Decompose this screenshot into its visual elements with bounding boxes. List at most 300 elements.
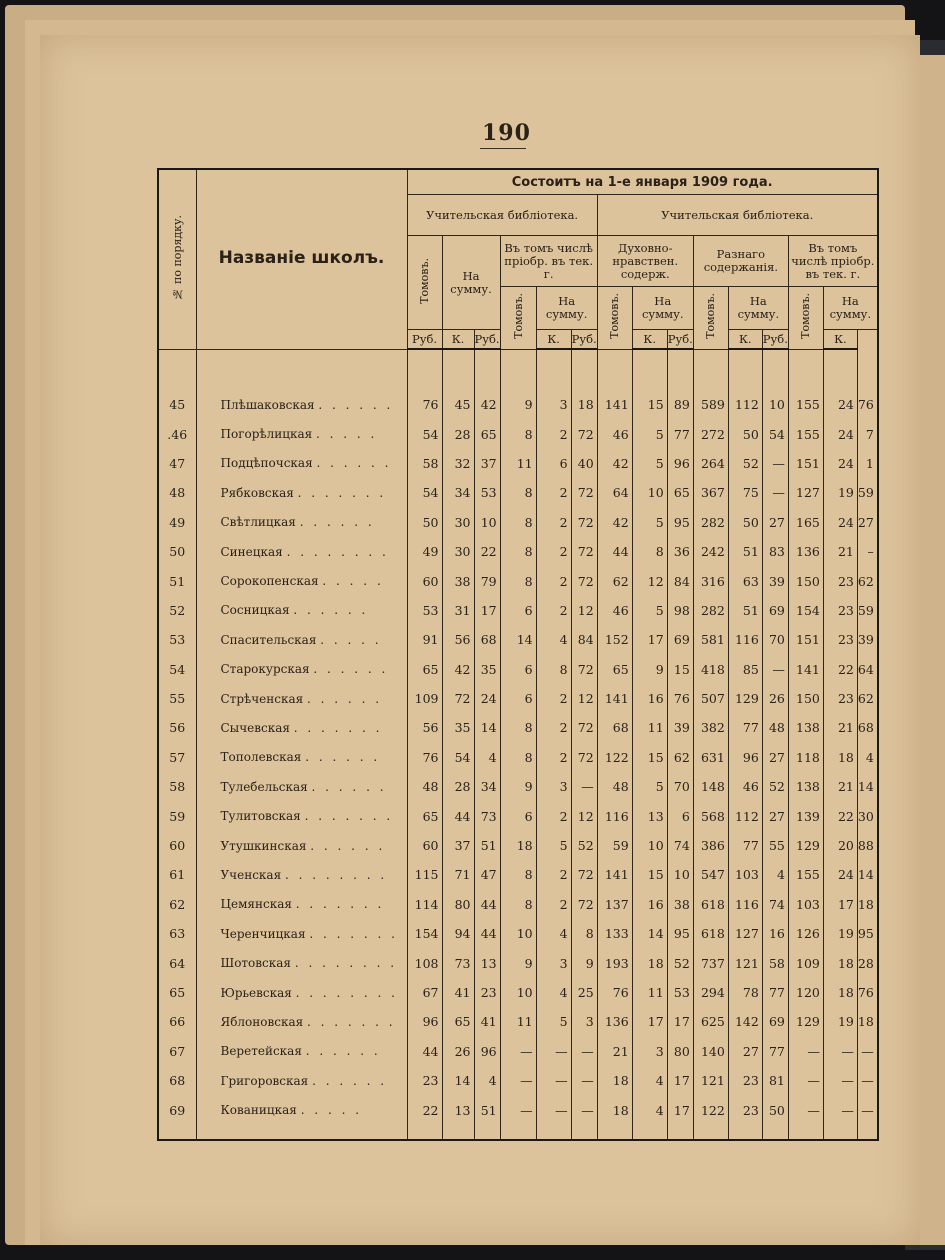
b-razn-summu-header — [728, 287, 788, 330]
value-cell: 95 — [857, 919, 877, 948]
b-razn-tomov-label: Томовъ. — [704, 293, 718, 340]
col-number-label: № по порядку. — [170, 215, 184, 301]
value-cell: 12 — [571, 801, 597, 830]
value-cell: 30 — [442, 537, 474, 566]
value-cell: 116 — [597, 801, 632, 830]
value-cell: 59 — [597, 831, 632, 860]
school-name-text: Спасительская — [220, 632, 317, 647]
value-cell: 24 — [823, 449, 857, 478]
value-cell: 15 — [632, 390, 667, 419]
leader-dots: . . . . . . . . — [294, 956, 398, 971]
value-cell: 154 — [407, 919, 442, 948]
table-row — [158, 537, 878, 566]
value-cell: 72 — [571, 478, 597, 507]
value-cell: 17 — [667, 1066, 693, 1095]
value-cell: — — [762, 478, 788, 507]
value-cell: 2 — [536, 713, 571, 742]
value-cell: 3 — [536, 948, 571, 977]
value-cell: 8 — [500, 860, 536, 889]
value-cell: 39 — [667, 713, 693, 742]
value-cell: 11 — [632, 713, 667, 742]
value-cell: 51 — [474, 1095, 500, 1124]
table-row — [158, 625, 878, 654]
value-cell: 122 — [597, 743, 632, 772]
value-cell: 17 — [632, 1007, 667, 1036]
value-cell: 80 — [667, 1037, 693, 1066]
value-cell: – — [857, 537, 877, 566]
value-cell: — — [857, 1066, 877, 1095]
row-number: 56 — [158, 713, 196, 742]
row-number: 68 — [158, 1066, 196, 1095]
value-cell: 103 — [788, 890, 823, 919]
value-cell: 31 — [442, 596, 474, 625]
value-cell: 96 — [407, 1007, 442, 1036]
b-dukh-tomov-header — [597, 287, 632, 350]
b-dukh-tomov-label: Томовъ. — [608, 293, 622, 340]
school-name — [196, 566, 407, 595]
value-cell: — — [788, 1095, 823, 1124]
leader-dots: . . . . . . . — [309, 926, 398, 941]
value-cell: 115 — [407, 860, 442, 889]
a-tomov-header — [407, 236, 442, 330]
school-name — [196, 772, 407, 801]
value-cell: — — [823, 1066, 857, 1095]
b-razn-header — [693, 236, 788, 287]
value-cell: 37 — [442, 831, 474, 860]
school-name — [196, 831, 407, 860]
value-cell: 4 — [632, 1066, 667, 1095]
value-cell: — — [500, 1037, 536, 1066]
value-cell: 72 — [571, 508, 597, 537]
value-cell: 10 — [474, 508, 500, 537]
value-cell: 64 — [857, 655, 877, 684]
value-cell: 151 — [788, 449, 823, 478]
value-cell: 6 — [536, 449, 571, 478]
b-vtom-tomov-label: Томовъ. — [799, 293, 813, 340]
value-cell: 91 — [407, 625, 442, 654]
row-number: 66 — [158, 1007, 196, 1036]
value-cell: 21 — [597, 1037, 632, 1066]
leader-dots: . . . . . . — [316, 456, 392, 471]
value-cell: 67 — [407, 978, 442, 1007]
value-cell: 55 — [762, 831, 788, 860]
leader-dots: . . . . . . . — [297, 485, 387, 500]
a-vtom-rub-header: Руб. — [474, 330, 500, 350]
school-name-text: Рябковская — [220, 485, 294, 500]
school-name — [196, 743, 407, 772]
value-cell: 8 — [500, 478, 536, 507]
school-name-text: Цемянская — [220, 897, 292, 912]
value-cell: 60 — [407, 566, 442, 595]
value-cell: 58 — [762, 948, 788, 977]
value-cell: 94 — [442, 919, 474, 948]
value-cell: 14 — [442, 1066, 474, 1095]
b-dukh-rub-header: Руб. — [571, 330, 597, 350]
table-row — [158, 566, 878, 595]
table-row — [158, 419, 878, 448]
table-row — [158, 801, 878, 830]
table-row — [158, 390, 878, 419]
value-cell: 108 — [407, 948, 442, 977]
value-cell: 2 — [536, 860, 571, 889]
value-cell: 54 — [442, 743, 474, 772]
value-cell: — — [762, 655, 788, 684]
leader-dots: . . . . . . — [318, 397, 394, 412]
value-cell: 23 — [823, 625, 857, 654]
value-cell: 14 — [500, 625, 536, 654]
a-vtom-tomov-label: Томовъ. — [511, 293, 525, 340]
value-cell: 103 — [728, 860, 762, 889]
value-cell: 20 — [823, 831, 857, 860]
a-rub-header: Руб. — [407, 330, 442, 350]
value-cell: 9 — [500, 948, 536, 977]
value-cell: 69 — [667, 625, 693, 654]
school-name-text: Сычевская — [220, 720, 290, 735]
table-row — [158, 713, 878, 742]
value-cell: 56 — [407, 713, 442, 742]
value-cell: — — [571, 772, 597, 801]
value-cell: 65 — [442, 1007, 474, 1036]
value-cell: 19 — [823, 478, 857, 507]
school-name — [196, 684, 407, 713]
value-cell: 631 — [693, 743, 728, 772]
value-cell: 72 — [571, 419, 597, 448]
value-cell: 54 — [407, 478, 442, 507]
value-cell: 116 — [728, 890, 762, 919]
value-cell: 14 — [857, 772, 877, 801]
value-cell: 2 — [536, 890, 571, 919]
value-cell: 18 — [823, 978, 857, 1007]
value-cell: 52 — [571, 831, 597, 860]
value-cell: 73 — [474, 801, 500, 830]
value-cell: 581 — [693, 625, 728, 654]
value-cell: 127 — [788, 478, 823, 507]
value-cell: 4 — [536, 978, 571, 1007]
leader-dots: . . . . . . — [305, 1044, 381, 1059]
value-cell: 88 — [857, 831, 877, 860]
b-vtom-label: Въ томъ числѣ пріобр. въ тек. г. — [791, 240, 875, 281]
school-name-text: Тулебельская — [220, 779, 308, 794]
value-cell: 9 — [632, 655, 667, 684]
school-name — [196, 449, 407, 478]
value-cell: 141 — [597, 390, 632, 419]
value-cell: 53 — [667, 978, 693, 1007]
leader-dots: . . . . . — [300, 1103, 363, 1118]
value-cell: 28 — [442, 419, 474, 448]
value-cell: 24 — [823, 390, 857, 419]
leader-dots: . . . . . . — [312, 1073, 388, 1088]
table-row — [158, 449, 878, 478]
value-cell: 18 — [823, 948, 857, 977]
school-name-text: Утушкинская — [220, 838, 307, 853]
value-cell: 8 — [500, 743, 536, 772]
value-cell: 89 — [667, 390, 693, 419]
value-cell: — — [500, 1095, 536, 1124]
value-cell: 35 — [474, 655, 500, 684]
value-cell: 139 — [788, 801, 823, 830]
value-cell: 46 — [597, 596, 632, 625]
value-cell: 25 — [571, 978, 597, 1007]
value-cell: 44 — [442, 801, 474, 830]
value-cell: 58 — [407, 449, 442, 478]
value-cell: 62 — [857, 566, 877, 595]
value-cell: 27 — [762, 801, 788, 830]
row-number: 47 — [158, 449, 196, 478]
b-razn-summu-label: На сумму. — [737, 294, 780, 321]
value-cell: 22 — [823, 655, 857, 684]
table-row — [158, 1066, 878, 1095]
value-cell: — — [823, 1037, 857, 1066]
value-cell: 141 — [597, 860, 632, 889]
value-cell: 136 — [788, 537, 823, 566]
value-cell: 13 — [632, 801, 667, 830]
value-cell: 18 — [500, 831, 536, 860]
value-cell: 11 — [632, 978, 667, 1007]
value-cell: 70 — [667, 772, 693, 801]
value-cell: 2 — [536, 743, 571, 772]
value-cell: 50 — [728, 508, 762, 537]
value-cell: 151 — [788, 625, 823, 654]
value-cell: 24 — [823, 860, 857, 889]
school-name — [196, 596, 407, 625]
b-razn-label: Разнаго содержанія. — [703, 247, 778, 274]
row-number: 48 — [158, 478, 196, 507]
value-cell: 13 — [442, 1095, 474, 1124]
table-body — [158, 349, 878, 1140]
value-cell: 48 — [597, 772, 632, 801]
value-cell: 72 — [571, 743, 597, 772]
col-name-header — [196, 169, 407, 349]
value-cell: 18 — [823, 743, 857, 772]
value-cell: 80 — [442, 890, 474, 919]
value-cell: 116 — [728, 625, 762, 654]
value-cell: 6 — [500, 801, 536, 830]
value-cell: 28 — [442, 772, 474, 801]
value-cell: 155 — [788, 390, 823, 419]
value-cell: 98 — [667, 596, 693, 625]
leader-dots: . . . . . — [320, 632, 382, 647]
value-cell: 77 — [728, 713, 762, 742]
value-cell: 47 — [474, 860, 500, 889]
value-cell: 42 — [597, 508, 632, 537]
value-cell: 17 — [823, 890, 857, 919]
leader-dots: . . . . . . — [293, 603, 369, 618]
school-name — [196, 625, 407, 654]
school-name — [196, 713, 407, 742]
value-cell: 150 — [788, 566, 823, 595]
leader-dots: . . . . . . . — [295, 897, 385, 912]
school-name — [196, 655, 407, 684]
value-cell: 15 — [667, 655, 693, 684]
value-cell: 21 — [823, 772, 857, 801]
row-number: 55 — [158, 684, 196, 713]
value-cell: 69 — [762, 1007, 788, 1036]
value-cell: 120 — [788, 978, 823, 1007]
value-cell: 45 — [442, 390, 474, 419]
value-cell: 152 — [597, 625, 632, 654]
value-cell: 140 — [693, 1037, 728, 1066]
value-cell: 65 — [474, 419, 500, 448]
value-cell: 6 — [667, 801, 693, 830]
value-cell: 3 — [571, 1007, 597, 1036]
value-cell: 23 — [823, 566, 857, 595]
table-row — [158, 890, 878, 919]
school-name-text: Черенчицкая — [220, 926, 306, 941]
value-cell: 76 — [857, 978, 877, 1007]
b-vtom-rub-header: Руб. — [762, 330, 788, 350]
value-cell: 54 — [762, 419, 788, 448]
row-number: 51 — [158, 566, 196, 595]
value-cell: 62 — [597, 566, 632, 595]
value-cell: 4 — [632, 1095, 667, 1124]
value-cell: 64 — [597, 478, 632, 507]
school-name-text: Кованицкая — [220, 1103, 297, 1118]
value-cell: 418 — [693, 655, 728, 684]
value-cell: — — [571, 1037, 597, 1066]
value-cell: 48 — [762, 713, 788, 742]
school-name — [196, 390, 407, 419]
a-tomov-label: Томовъ. — [418, 258, 431, 304]
value-cell: 27 — [762, 508, 788, 537]
value-cell: 60 — [407, 831, 442, 860]
value-cell: 39 — [762, 566, 788, 595]
value-cell: 95 — [667, 508, 693, 537]
a-kop-header: К. — [442, 330, 474, 350]
row-number: 65 — [158, 978, 196, 1007]
value-cell: 2 — [536, 508, 571, 537]
leader-dots: . . . . . . — [313, 662, 389, 677]
school-name-text: Шотовская — [220, 956, 291, 971]
leader-dots: . . . . . . . . — [295, 985, 398, 1000]
row-number: 63 — [158, 919, 196, 948]
value-cell: 77 — [762, 978, 788, 1007]
value-cell: 6 — [500, 655, 536, 684]
value-cell: 74 — [667, 831, 693, 860]
value-cell: 148 — [693, 772, 728, 801]
page-number: 190 — [482, 120, 531, 146]
value-cell: 78 — [728, 978, 762, 1007]
school-name-text: Юрьевская — [220, 985, 292, 1000]
value-cell: 22 — [474, 537, 500, 566]
b-dukh-summu-header — [632, 287, 693, 330]
value-cell: 5 — [632, 508, 667, 537]
value-cell: 35 — [442, 713, 474, 742]
value-cell: 5 — [632, 772, 667, 801]
school-name — [196, 978, 407, 1007]
value-cell: 155 — [788, 419, 823, 448]
value-cell: 8 — [500, 713, 536, 742]
table-row — [158, 831, 878, 860]
value-cell: 141 — [788, 655, 823, 684]
value-cell: 39 — [857, 625, 877, 654]
value-cell: 154 — [788, 596, 823, 625]
school-name — [196, 419, 407, 448]
leader-dots: . . . . . . . — [304, 809, 394, 824]
value-cell: 109 — [407, 684, 442, 713]
school-name-text: Синецкая — [220, 544, 283, 559]
value-cell: 4 — [536, 919, 571, 948]
value-cell: 142 — [728, 1007, 762, 1036]
value-cell: 367 — [693, 478, 728, 507]
value-cell: 138 — [788, 772, 823, 801]
value-cell: — — [571, 1095, 597, 1124]
value-cell: 76 — [597, 978, 632, 1007]
a-summu-label: На сумму. — [450, 268, 492, 296]
leader-dots: . . . . . . . — [293, 720, 383, 735]
value-cell: 589 — [693, 390, 728, 419]
value-cell: 625 — [693, 1007, 728, 1036]
value-cell: 96 — [474, 1037, 500, 1066]
value-cell: 28 — [857, 948, 877, 977]
value-cell: 49 — [407, 537, 442, 566]
row-number: 62 — [158, 890, 196, 919]
value-cell: 76 — [667, 684, 693, 713]
value-cell: 2 — [536, 419, 571, 448]
value-cell: 8 — [500, 419, 536, 448]
row-number: 52 — [158, 596, 196, 625]
value-cell: 150 — [788, 684, 823, 713]
b-dukh-label: Духовно-нравствен. содерж. — [612, 240, 679, 281]
value-cell: 3 — [632, 1037, 667, 1066]
table-row — [158, 860, 878, 889]
value-cell: 264 — [693, 449, 728, 478]
value-cell: 10 — [667, 860, 693, 889]
value-cell: 14 — [857, 860, 877, 889]
value-cell: 30 — [442, 508, 474, 537]
value-cell: 11 — [500, 449, 536, 478]
value-cell: 51 — [728, 596, 762, 625]
value-cell: 129 — [788, 831, 823, 860]
value-cell: 76 — [407, 390, 442, 419]
value-cell: 10 — [632, 831, 667, 860]
value-cell: 75 — [728, 478, 762, 507]
b-dukh-kop-header: К. — [632, 330, 667, 350]
value-cell: 316 — [693, 566, 728, 595]
table-row — [158, 1095, 878, 1124]
school-name — [196, 919, 407, 948]
school-name-text: Сосницкая — [220, 603, 290, 618]
value-cell: 76 — [857, 390, 877, 419]
school-name-text: Старокурская — [220, 662, 310, 677]
value-cell: — — [536, 1037, 571, 1066]
value-cell: 137 — [597, 890, 632, 919]
value-cell: 16 — [762, 919, 788, 948]
value-cell: 2 — [536, 478, 571, 507]
school-name-text: Погорѣлицкая — [220, 427, 313, 442]
table-row — [158, 772, 878, 801]
row-number: 60 — [158, 831, 196, 860]
value-cell: 8 — [571, 919, 597, 948]
value-cell: 282 — [693, 508, 728, 537]
table-row — [158, 743, 878, 772]
value-cell: 133 — [597, 919, 632, 948]
value-cell: 7 — [857, 419, 877, 448]
row-number: 49 — [158, 508, 196, 537]
table-row — [158, 684, 878, 713]
value-cell: 65 — [407, 801, 442, 830]
value-cell: 44 — [597, 537, 632, 566]
school-name — [196, 537, 407, 566]
value-cell: 138 — [788, 713, 823, 742]
row-number: 50 — [158, 537, 196, 566]
value-cell: 72 — [571, 890, 597, 919]
value-cell: 44 — [474, 890, 500, 919]
value-cell: 10 — [632, 478, 667, 507]
value-cell: 19 — [823, 919, 857, 948]
value-cell: 23 — [728, 1095, 762, 1124]
value-cell: 3 — [536, 772, 571, 801]
value-cell: 165 — [788, 508, 823, 537]
